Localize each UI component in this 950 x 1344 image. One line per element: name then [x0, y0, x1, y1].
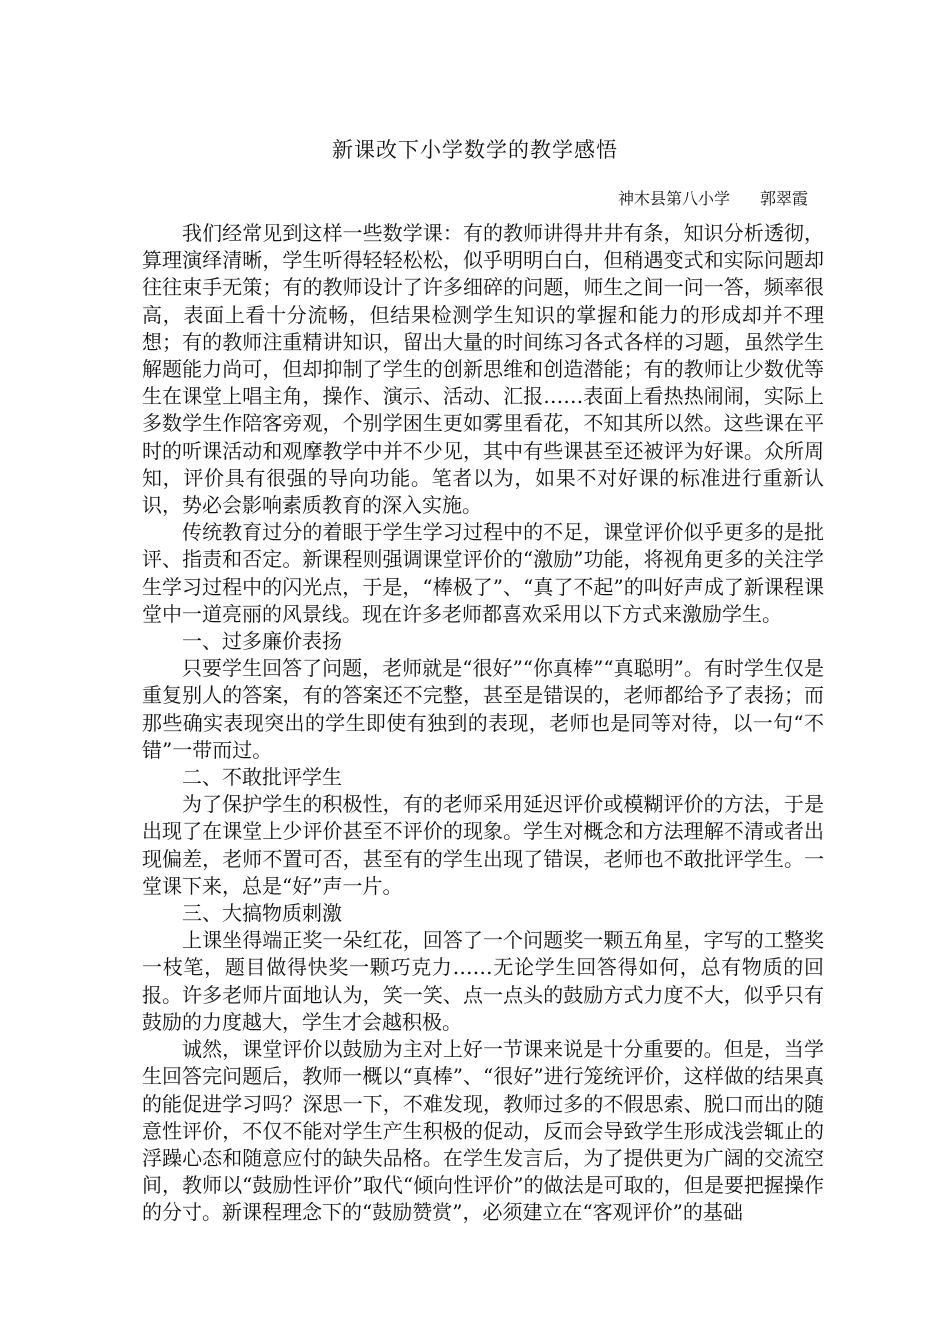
paragraph: 我们经常见到这样一些数学课：有的教师讲得井井有条，知识分析透彻，算理演绎清晰，学生听得轻轻松松，似乎明明白白，但稍遇变式和实际问题却往往束手无策；有的教师设计了许多细碎的问题，师生之间一问一答，频率很高，表面上看十分流畅，但结果检测学生知识的掌握和能力的形成却并不理想；有的教师注重精讲知识，留出大量的时间练习各式各样的习题，虽然学生解题能力尚可，但却抑制了学生的创新思维和创造潜能；有的教师让少数优等生在课堂上唱主角，操作、演示、活动、汇报……表面上看热热闹闹，实际上多数学生作陪客旁观，个别学困生更如雾里看花，不知其所以然。这些课在平时的听课活动和观摩教学中并不少见，其中有些课甚至还被评为好课。众所周知，评价具有很强的导向功能。笔者以为，如果不对好课的标准进行重新认识，势必会影响素质教育的深入实施。	[142, 221, 824, 518]
section-heading: 三、大搞物质刺激	[182, 901, 342, 926]
document-title: 新课改下小学数学的教学感悟	[332, 138, 618, 162]
school-name: 神木县第八小学	[617, 189, 730, 208]
paragraph: 为了保护学生的积极性，有的老师采用延迟评价或模糊评价的方法，于是出现了在课堂上少评价甚至不评价的现象。学生对概念和方法理解不清或者出现偏差，老师不置可否，甚至有的学生出现了错误，老师也不敢批评学生。一堂课下来，总是“好”声一片。	[142, 792, 824, 898]
paragraph: 上课坐得端正奖一朵红花，回答了一个问题奖一颗五角星，字写的工整奖一枝笔，题目做得快奖一颗巧克力……无论学生回答得如何，总有物质的回报。许多老师片面地认为，笑一笑、点一点头的鼓励方式力度不大，似乎只有鼓励的力度越大，学生才会越积极。	[142, 928, 824, 1034]
paragraph: 传统教育过分的着眼于学生学习过程中的不足，课堂评价似乎更多的是批评、指责和否定。新课程则强调课堂评价的“激励”功能，将视角更多的关注学生学习过程中的闪光点，于是，“棒极了”、“真了不起”的叫好声成了新课程课堂中一道亮丽的风景线。现在许多老师都喜欢采用以下方式来激励学生。	[142, 520, 824, 626]
byline	[618, 187, 808, 211]
section-heading: 二、不敢批评学生	[182, 765, 342, 790]
paragraph: 诚然，课堂评价以鼓励为主对上好一节课来说是十分重要的。但是，当学生回答完问题后，教师一概以“真棒”、“很好”进行笼统评价，这样做的结果真的能促进学习吗？深思一下，不难发现，教师过多的不假思索、脱口而出的随意性评价，不仅不能对学生产生积极的促动，反而会导致学生形成浅尝辄止的浮躁心态和随意应付的缺失品格。在学生发言后，为了提供更为广阔的交流空间，教师以“鼓励性评价”取代“倾向性评价”的做法是可取的，但是要把握操作的分寸。新课程理念下的“鼓励赞赏”，必须建立在“客观评价”的基础	[142, 1037, 824, 1225]
paragraph: 只要学生回答了问题，老师就是“很好”“你真棒”“真聪明”。有时学生仅是重复别人的答案，有的答案还不完整，甚至是错误的，老师都给予了表扬；而那些确实表现突出的学生即使有独到的表现，老师也是同等对待，以一句“不错”一带而过。	[142, 656, 824, 762]
document-body	[142, 220, 824, 1227]
author-name: 郭翠霞	[759, 189, 808, 208]
section-heading: 一、过多廉价表扬	[182, 629, 342, 654]
